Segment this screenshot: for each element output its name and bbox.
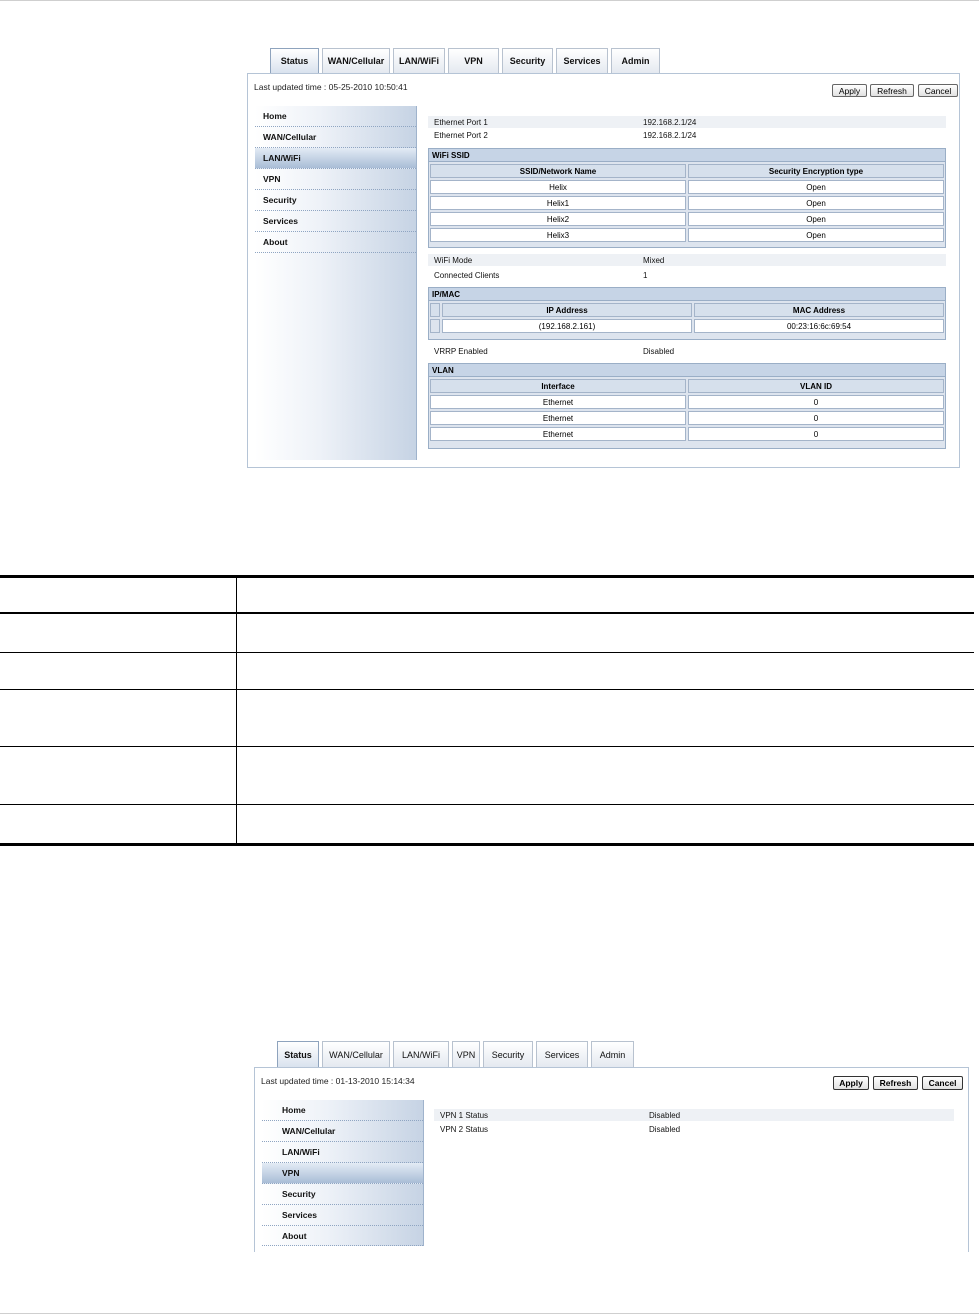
apply-button[interactable]: Apply xyxy=(832,84,867,97)
interface-header: Interface xyxy=(430,379,686,393)
table-row-divider xyxy=(0,652,974,653)
ssid-cell: Helix3 xyxy=(430,228,686,242)
encryption-cell: Open xyxy=(688,196,944,210)
cancel-button[interactable]: Cancel xyxy=(918,84,958,97)
interface-cell: Ethernet xyxy=(430,427,686,441)
sidebar-item-home[interactable]: Home xyxy=(262,1100,423,1121)
tab-services[interactable]: Services xyxy=(556,48,608,73)
sidebar-item-lan-wifi[interactable]: LAN/WiFi xyxy=(262,1142,423,1163)
tab-vpn[interactable]: VPN xyxy=(452,1041,480,1067)
sidebar xyxy=(262,1100,424,1246)
tab-services[interactable]: Services xyxy=(536,1041,588,1067)
table-top-rule xyxy=(0,575,974,578)
sidebar-item-about[interactable]: About xyxy=(262,1226,423,1246)
wifi-mode-value: Mixed xyxy=(643,256,665,265)
apply-button[interactable]: Apply xyxy=(833,1076,869,1090)
ssid-cell: Helix2 xyxy=(430,212,686,226)
wifi-mode-row-bg xyxy=(428,254,946,266)
sidebar-item-services[interactable]: Services xyxy=(262,1205,423,1226)
connected-clients-value: 1 xyxy=(643,271,648,280)
encryption-header: Security Encryption type xyxy=(688,164,944,178)
refresh-button[interactable]: Refresh xyxy=(870,84,914,97)
ip-mac-select-header xyxy=(430,303,440,317)
sidebar xyxy=(255,106,417,460)
table-row-divider xyxy=(0,746,974,747)
description-table xyxy=(0,575,974,847)
ethernet-port2-value: 192.168.2.1/24 xyxy=(643,131,697,140)
tab-bar xyxy=(270,48,663,73)
ssid-cell: Helix1 xyxy=(430,196,686,210)
ethernet-port1-label: Ethernet Port 1 xyxy=(434,118,488,127)
sidebar-item-security[interactable]: Security xyxy=(255,190,416,211)
tab-wan-cellular[interactable]: WAN/Cellular xyxy=(322,1041,390,1067)
refresh-button[interactable]: Refresh xyxy=(873,1076,918,1090)
wifi-ssid-title: WiFi SSID xyxy=(429,149,945,162)
tab-admin[interactable]: Admin xyxy=(591,1041,634,1067)
vpn1-status-label: VPN 1 Status xyxy=(440,1111,489,1120)
encryption-cell: Open xyxy=(688,212,944,226)
page-top-rule xyxy=(0,0,979,1)
ssid-cell: Helix xyxy=(430,180,686,194)
sidebar-item-vpn[interactable]: VPN xyxy=(262,1163,423,1184)
vlan-id-cell: 0 xyxy=(688,395,944,409)
encryption-cell: Open xyxy=(688,228,944,242)
sidebar-item-wan-cellular[interactable]: WAN/Cellular xyxy=(262,1121,423,1142)
tab-status[interactable]: Status xyxy=(277,1041,319,1067)
table-row-divider xyxy=(0,689,974,690)
sidebar-item-vpn[interactable]: VPN xyxy=(255,169,416,190)
tab-security[interactable]: Security xyxy=(502,48,553,73)
sidebar-item-services[interactable]: Services xyxy=(255,211,416,232)
ip-mac-select-cell[interactable] xyxy=(430,319,440,333)
vlan-id-cell: 0 xyxy=(688,411,944,425)
ip-address-cell: (192.168.2.161) xyxy=(442,319,692,333)
tab-wan-cellular[interactable]: WAN/Cellular xyxy=(322,48,390,73)
page-bottom-rule xyxy=(0,1313,979,1314)
wifi-mode-label: WiFi Mode xyxy=(434,256,473,265)
table-bottom-rule xyxy=(0,843,974,846)
sidebar-item-lan-wifi[interactable]: LAN/WiFi xyxy=(255,148,416,169)
tab-bar xyxy=(277,1041,637,1067)
vpn2-status-value: Disabled xyxy=(649,1125,681,1134)
ip-mac-title: IP/MAC xyxy=(429,288,945,301)
sidebar-item-wan-cellular[interactable]: WAN/Cellular xyxy=(255,127,416,148)
vlan-title: VLAN xyxy=(429,364,945,377)
vpn1-row-bg xyxy=(434,1109,954,1121)
cancel-button[interactable]: Cancel xyxy=(922,1076,963,1090)
tab-admin[interactable]: Admin xyxy=(611,48,660,73)
table-column-divider xyxy=(236,575,237,846)
vlan-id-cell: 0 xyxy=(688,427,944,441)
encryption-cell: Open xyxy=(688,180,944,194)
tab-security[interactable]: Security xyxy=(483,1041,533,1067)
tab-lan-wifi[interactable]: LAN/WiFi xyxy=(393,1041,449,1067)
tab-status[interactable]: Status xyxy=(270,48,319,73)
sidebar-item-about[interactable]: About xyxy=(255,232,416,253)
table-row-divider xyxy=(0,804,974,805)
interface-cell: Ethernet xyxy=(430,411,686,425)
tab-vpn[interactable]: VPN xyxy=(448,48,499,73)
interface-cell: Ethernet xyxy=(430,395,686,409)
ethernet-port1-value: 192.168.2.1/24 xyxy=(643,118,697,127)
vrrp-value: Disabled xyxy=(643,347,675,356)
tab-lan-wifi[interactable]: LAN/WiFi xyxy=(393,48,445,73)
sidebar-item-security[interactable]: Security xyxy=(262,1184,423,1205)
last-updated-text: Last updated time : 05-25-2010 10:50:41 xyxy=(254,82,408,92)
ssid-header: SSID/Network Name xyxy=(430,164,686,178)
table-header-rule xyxy=(0,612,974,614)
mac-address-header: MAC Address xyxy=(694,303,944,317)
vlan-id-header: VLAN ID xyxy=(688,379,944,393)
connected-clients-label: Connected Clients xyxy=(434,271,500,280)
sidebar-item-home[interactable]: Home xyxy=(255,106,416,127)
mac-address-cell: 00:23:16:6c:69:54 xyxy=(694,319,944,333)
vrrp-label: VRRP Enabled xyxy=(434,347,488,356)
last-updated-text: Last updated time : 01-13-2010 15:14:34 xyxy=(261,1076,415,1086)
vpn2-status-label: VPN 2 Status xyxy=(440,1125,489,1134)
ethernet-port2-label: Ethernet Port 2 xyxy=(434,131,488,140)
vpn1-status-value: Disabled xyxy=(649,1111,681,1120)
ip-address-header: IP Address xyxy=(442,303,692,317)
